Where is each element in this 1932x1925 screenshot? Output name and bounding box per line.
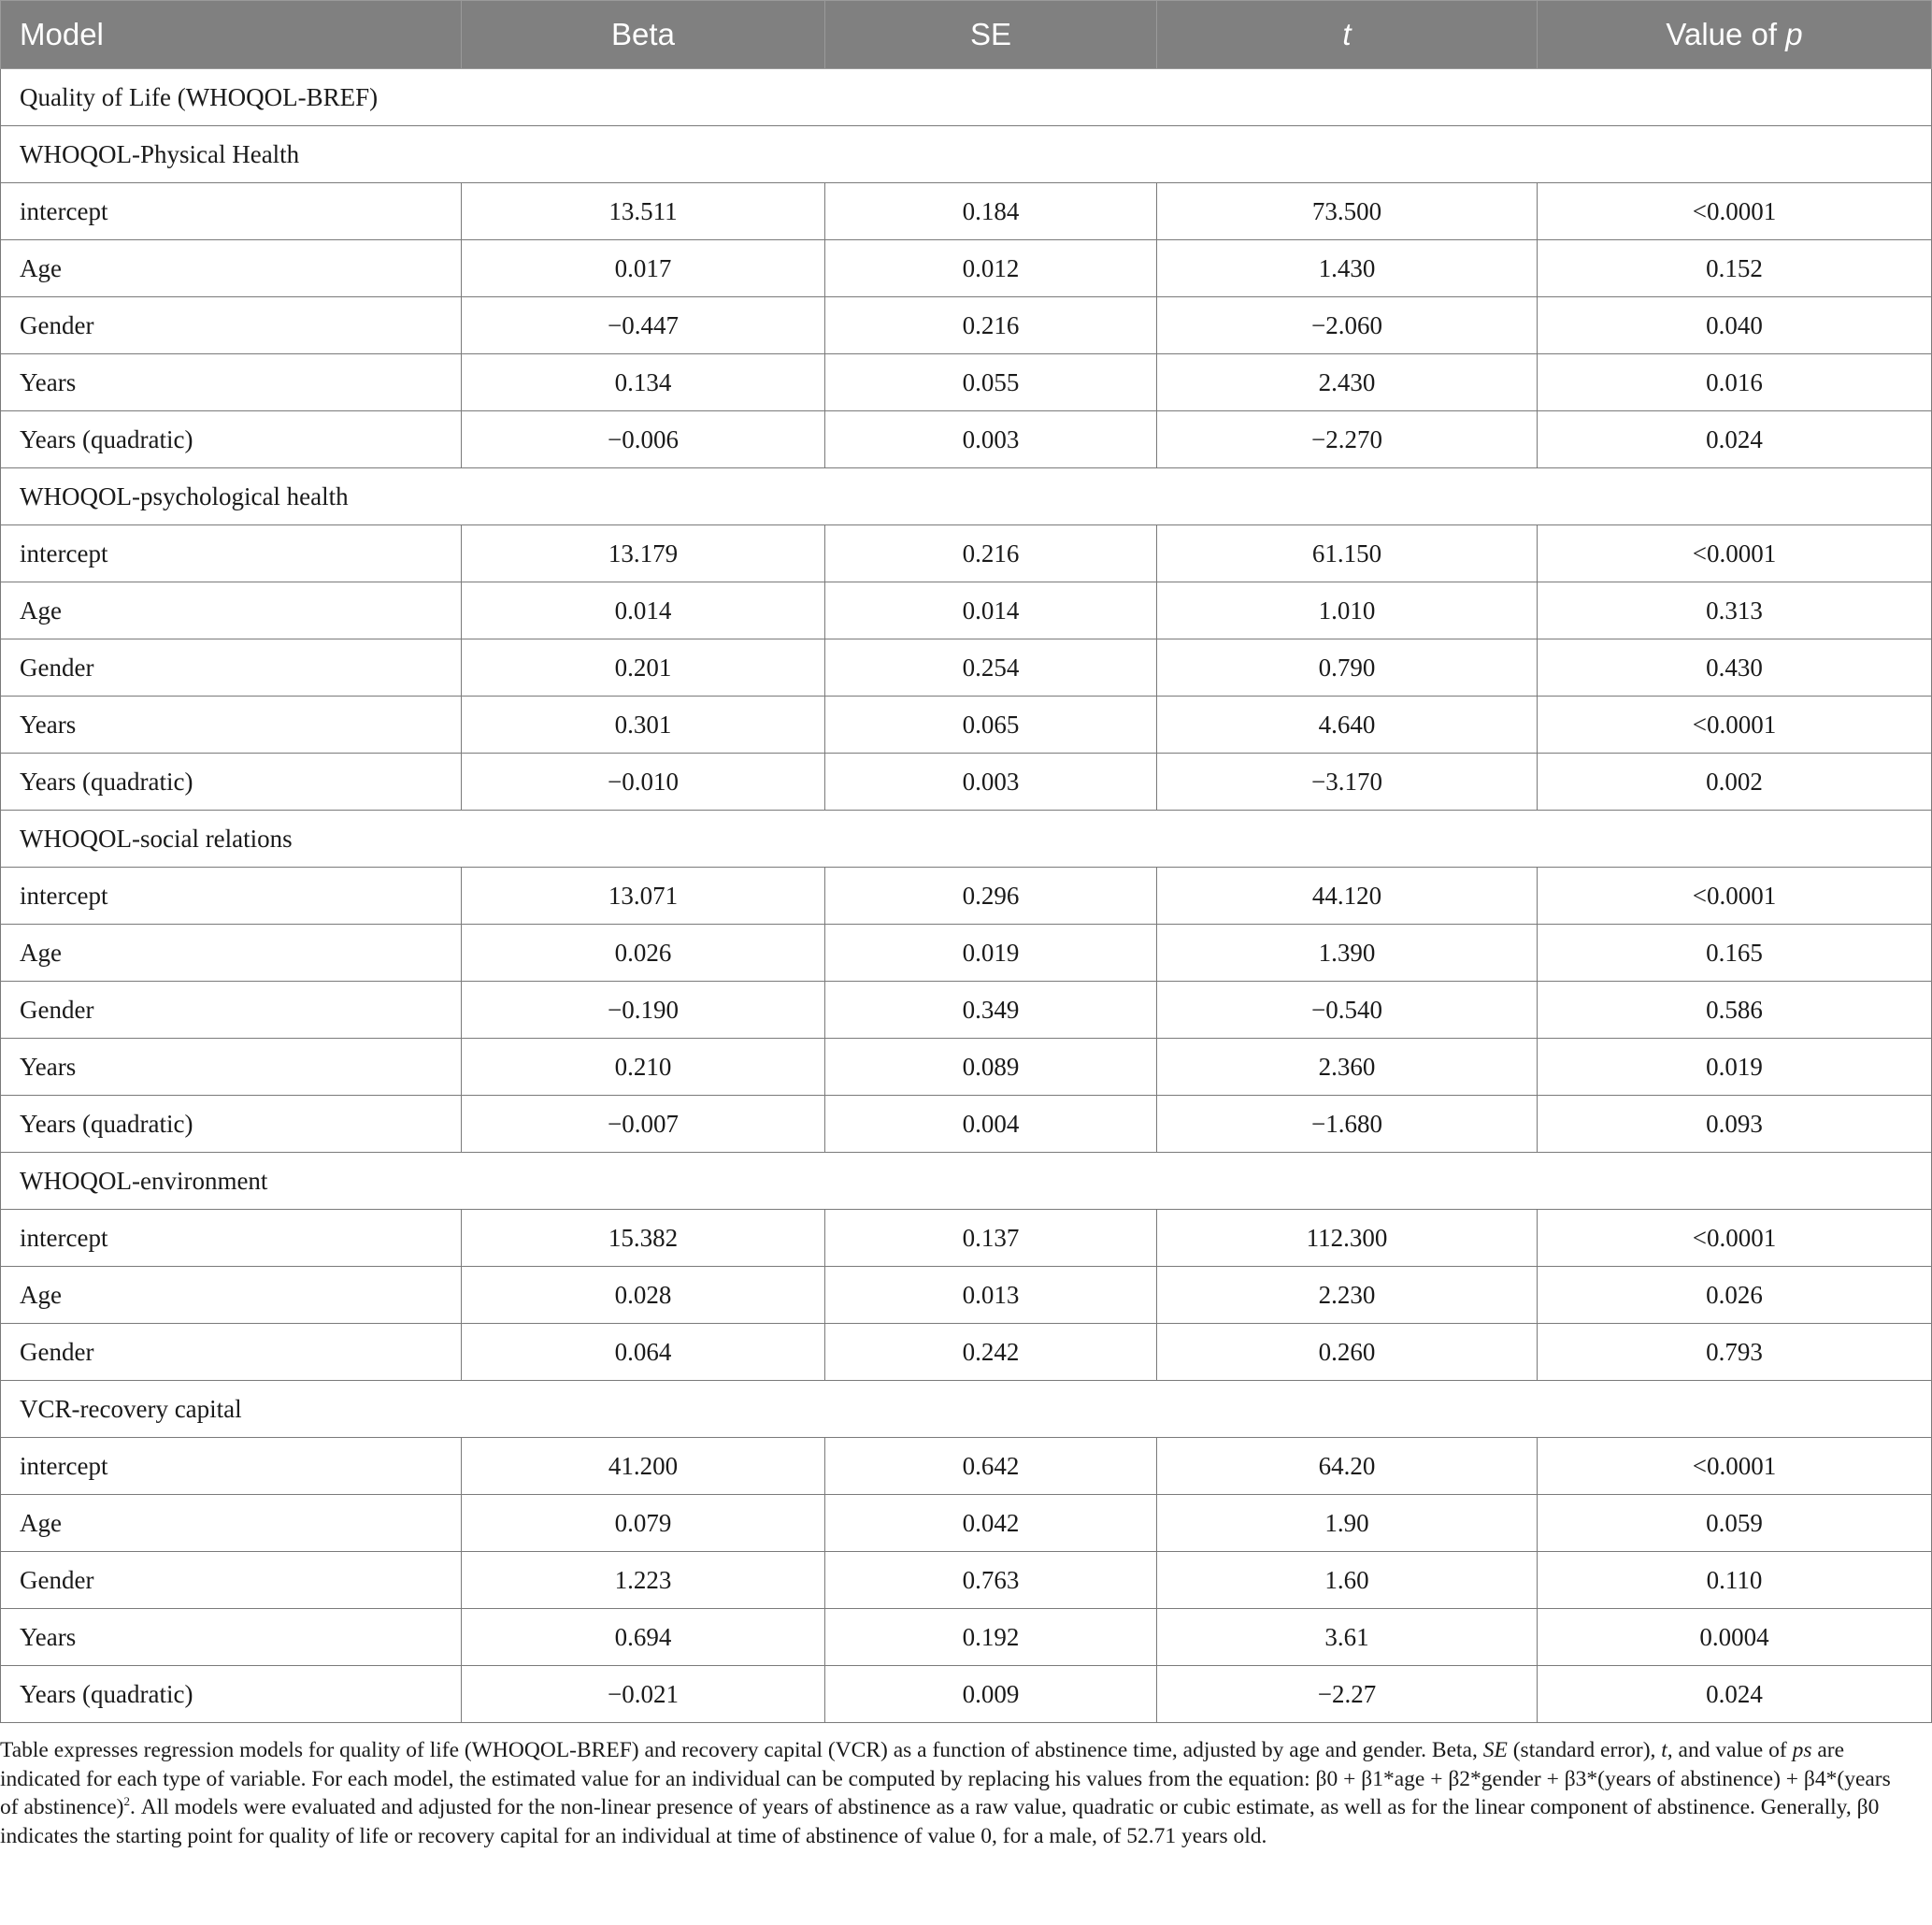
pvalue-cell: 0.313 <box>1538 582 1932 639</box>
variable-cell: Gender <box>1 1552 462 1609</box>
variable-cell: Years <box>1 1609 462 1666</box>
pvalue-cell: 0.430 <box>1538 639 1932 697</box>
se-cell: 0.296 <box>825 868 1157 925</box>
section-label: WHOQOL-environment <box>1 1153 1932 1210</box>
beta-cell: 0.134 <box>462 354 825 411</box>
t-cell: 44.120 <box>1157 868 1538 925</box>
variable-cell: Years <box>1 697 462 754</box>
footnote-text: are indicated for each type of variable. For each model, the estimated value for an individual can be computed by replacing his values from the equation: β0 + β1*age + β2*gender + β3*(years of abstinence) + β4*(years of abstinence) <box>0 1738 1891 1820</box>
pvalue-cell: 0.0004 <box>1538 1609 1932 1666</box>
t-cell: 2.360 <box>1157 1039 1538 1096</box>
variable-cell: intercept <box>1 1210 462 1267</box>
variable-cell: Age <box>1 1495 462 1552</box>
table-row <box>1 582 1932 639</box>
header-model: Model <box>1 1 462 69</box>
pvalue-cell: 0.024 <box>1538 1666 1932 1723</box>
variable-cell: Years (quadratic) <box>1 411 462 468</box>
se-cell: 0.004 <box>825 1096 1157 1153</box>
se-cell: 0.216 <box>825 525 1157 582</box>
t-cell: −2.060 <box>1157 297 1538 354</box>
variable-cell: Gender <box>1 297 462 354</box>
section-row <box>1 1153 1932 1210</box>
table-row <box>1 754 1932 811</box>
se-cell: 0.763 <box>825 1552 1157 1609</box>
variable-cell: Gender <box>1 982 462 1039</box>
section-label: WHOQOL-social relations <box>1 811 1932 868</box>
variable-cell: Years (quadratic) <box>1 1096 462 1153</box>
table-row <box>1 697 1932 754</box>
se-cell: 0.642 <box>825 1438 1157 1495</box>
t-cell: 2.430 <box>1157 354 1538 411</box>
section-row <box>1 468 1932 525</box>
header-t: t <box>1157 1 1538 69</box>
beta-cell: 0.079 <box>462 1495 825 1552</box>
se-cell: 0.065 <box>825 697 1157 754</box>
beta-cell: −0.447 <box>462 297 825 354</box>
t-cell: 4.640 <box>1157 697 1538 754</box>
t-cell: −3.170 <box>1157 754 1538 811</box>
table-row <box>1 297 1932 354</box>
pvalue-cell: 0.165 <box>1538 925 1932 982</box>
table-row <box>1 1495 1932 1552</box>
pvalue-cell: <0.0001 <box>1538 697 1932 754</box>
beta-cell: 0.201 <box>462 639 825 697</box>
pvalue-cell: <0.0001 <box>1538 868 1932 925</box>
pvalue-cell: <0.0001 <box>1538 1438 1932 1495</box>
beta-cell: 0.014 <box>462 582 825 639</box>
table-row <box>1 525 1932 582</box>
se-cell: 0.254 <box>825 639 1157 697</box>
footnote-superscript: 2 <box>123 1794 130 1809</box>
t-cell: 1.390 <box>1157 925 1538 982</box>
header-se: SE <box>825 1 1157 69</box>
pvalue-cell: 0.059 <box>1538 1495 1932 1552</box>
beta-cell: −0.021 <box>462 1666 825 1723</box>
se-cell: 0.192 <box>825 1609 1157 1666</box>
se-cell: 0.019 <box>825 925 1157 982</box>
pvalue-cell: <0.0001 <box>1538 183 1932 240</box>
table-row <box>1 639 1932 697</box>
table-row <box>1 982 1932 1039</box>
pvalue-cell: <0.0001 <box>1538 1210 1932 1267</box>
table-row <box>1 1609 1932 1666</box>
table-row <box>1 925 1932 982</box>
se-cell: 0.042 <box>825 1495 1157 1552</box>
variable-cell: Age <box>1 925 462 982</box>
variable-cell: Age <box>1 1267 462 1324</box>
pvalue-cell: 0.110 <box>1538 1552 1932 1609</box>
variable-cell: intercept <box>1 868 462 925</box>
se-cell: 0.003 <box>825 411 1157 468</box>
variable-cell: intercept <box>1 1438 462 1495</box>
beta-cell: 13.511 <box>462 183 825 240</box>
variable-cell: Years <box>1 1039 462 1096</box>
table-row <box>1 1552 1932 1609</box>
t-cell: −2.270 <box>1157 411 1538 468</box>
se-cell: 0.009 <box>825 1666 1157 1723</box>
beta-cell: 0.017 <box>462 240 825 297</box>
beta-cell: −0.006 <box>462 411 825 468</box>
header-row <box>1 1 1932 69</box>
footnote-text: (standard error), <box>1507 1738 1662 1762</box>
pvalue-cell: 0.093 <box>1538 1096 1932 1153</box>
se-cell: 0.184 <box>825 183 1157 240</box>
table-row <box>1 354 1932 411</box>
table-row <box>1 240 1932 297</box>
section-row <box>1 811 1932 868</box>
title-row <box>1 69 1932 126</box>
footnote-text: . All models were evaluated and adjusted for the non-linear presence of years of abstinence as a raw value, quadratic or cubic estimate, as well as for the linear component of abstinence. Generally, β0 indicates the starting point for quality of life or recovery capital for an individual at time of abstinence of value 0, for a male, of 52.71 years old. <box>0 1795 1880 1848</box>
pvalue-cell: 0.586 <box>1538 982 1932 1039</box>
t-cell: 1.60 <box>1157 1552 1538 1609</box>
table-body <box>1 69 1932 1723</box>
se-cell: 0.012 <box>825 240 1157 297</box>
se-cell: 0.003 <box>825 754 1157 811</box>
header-beta: Beta <box>462 1 825 69</box>
table-row <box>1 1324 1932 1381</box>
footnote-t: t <box>1661 1738 1667 1762</box>
variable-cell: intercept <box>1 183 462 240</box>
beta-cell: 0.028 <box>462 1267 825 1324</box>
beta-cell: 0.210 <box>462 1039 825 1096</box>
table-row <box>1 1666 1932 1723</box>
header-pvalue <box>1538 1 1932 69</box>
beta-cell: −0.007 <box>462 1096 825 1153</box>
variable-cell: Age <box>1 240 462 297</box>
se-cell: 0.014 <box>825 582 1157 639</box>
t-cell: 0.790 <box>1157 639 1538 697</box>
section-label: VCR-recovery capital <box>1 1381 1932 1438</box>
pvalue-cell: 0.152 <box>1538 240 1932 297</box>
table-row <box>1 1438 1932 1495</box>
section-label: WHOQOL-psychological health <box>1 468 1932 525</box>
pvalue-cell: 0.040 <box>1538 297 1932 354</box>
title-row-label: Quality of Life (WHOQOL-BREF) <box>1 69 1932 126</box>
t-cell: 1.010 <box>1157 582 1538 639</box>
footnote-se: SE <box>1482 1738 1508 1762</box>
footnote-text: Table expresses regression models for quality of life (WHOQOL-BREF) and recovery capital (VCR) as a function of abstinence time, adjusted by age and gender. Beta, <box>0 1738 1483 1762</box>
t-cell: 61.150 <box>1157 525 1538 582</box>
t-cell: 1.90 <box>1157 1495 1538 1552</box>
se-cell: 0.089 <box>825 1039 1157 1096</box>
table-row <box>1 868 1932 925</box>
pvalue-cell: 0.019 <box>1538 1039 1932 1096</box>
pvalue-cell: 0.016 <box>1538 354 1932 411</box>
t-cell: −0.540 <box>1157 982 1538 1039</box>
t-cell: 64.20 <box>1157 1438 1538 1495</box>
t-cell: −1.680 <box>1157 1096 1538 1153</box>
pvalue-cell: <0.0001 <box>1538 525 1932 582</box>
header-pvalue-var: p <box>1785 17 1803 51</box>
t-cell: 73.500 <box>1157 183 1538 240</box>
table-row <box>1 1210 1932 1267</box>
se-cell: 0.137 <box>825 1210 1157 1267</box>
pvalue-cell: 0.793 <box>1538 1324 1932 1381</box>
beta-cell: 0.026 <box>462 925 825 982</box>
beta-cell: −0.190 <box>462 982 825 1039</box>
pvalue-cell: 0.002 <box>1538 754 1932 811</box>
table-row <box>1 1039 1932 1096</box>
table-row <box>1 1096 1932 1153</box>
t-cell: 112.300 <box>1157 1210 1538 1267</box>
se-cell: 0.349 <box>825 982 1157 1039</box>
header-pvalue-prefix: Value of <box>1666 17 1786 51</box>
variable-cell: Years (quadratic) <box>1 754 462 811</box>
beta-cell: 13.071 <box>462 868 825 925</box>
section-row <box>1 126 1932 183</box>
table-row <box>1 1267 1932 1324</box>
beta-cell: 0.694 <box>462 1609 825 1666</box>
t-cell: 2.230 <box>1157 1267 1538 1324</box>
t-cell: 0.260 <box>1157 1324 1538 1381</box>
variable-cell: Gender <box>1 639 462 697</box>
beta-cell: 0.064 <box>462 1324 825 1381</box>
footnote-ps: ps <box>1792 1738 1812 1762</box>
table-footnote <box>0 1736 1907 1850</box>
table-row <box>1 411 1932 468</box>
t-cell: 3.61 <box>1157 1609 1538 1666</box>
t-cell: 1.430 <box>1157 240 1538 297</box>
table-row <box>1 183 1932 240</box>
variable-cell: Gender <box>1 1324 462 1381</box>
beta-cell: −0.010 <box>462 754 825 811</box>
variable-cell: Age <box>1 582 462 639</box>
pvalue-cell: 0.024 <box>1538 411 1932 468</box>
beta-cell: 15.382 <box>462 1210 825 1267</box>
beta-cell: 13.179 <box>462 525 825 582</box>
variable-cell: Years <box>1 354 462 411</box>
se-cell: 0.055 <box>825 354 1157 411</box>
t-cell: −2.27 <box>1157 1666 1538 1723</box>
se-cell: 0.242 <box>825 1324 1157 1381</box>
beta-cell: 0.301 <box>462 697 825 754</box>
se-cell: 0.013 <box>825 1267 1157 1324</box>
variable-cell: Years (quadratic) <box>1 1666 462 1723</box>
section-label: WHOQOL-Physical Health <box>1 126 1932 183</box>
variable-cell: intercept <box>1 525 462 582</box>
footnote-text: , and value of <box>1667 1738 1793 1762</box>
pvalue-cell: 0.026 <box>1538 1267 1932 1324</box>
beta-cell: 1.223 <box>462 1552 825 1609</box>
beta-cell: 41.200 <box>462 1438 825 1495</box>
se-cell: 0.216 <box>825 297 1157 354</box>
section-row <box>1 1381 1932 1438</box>
